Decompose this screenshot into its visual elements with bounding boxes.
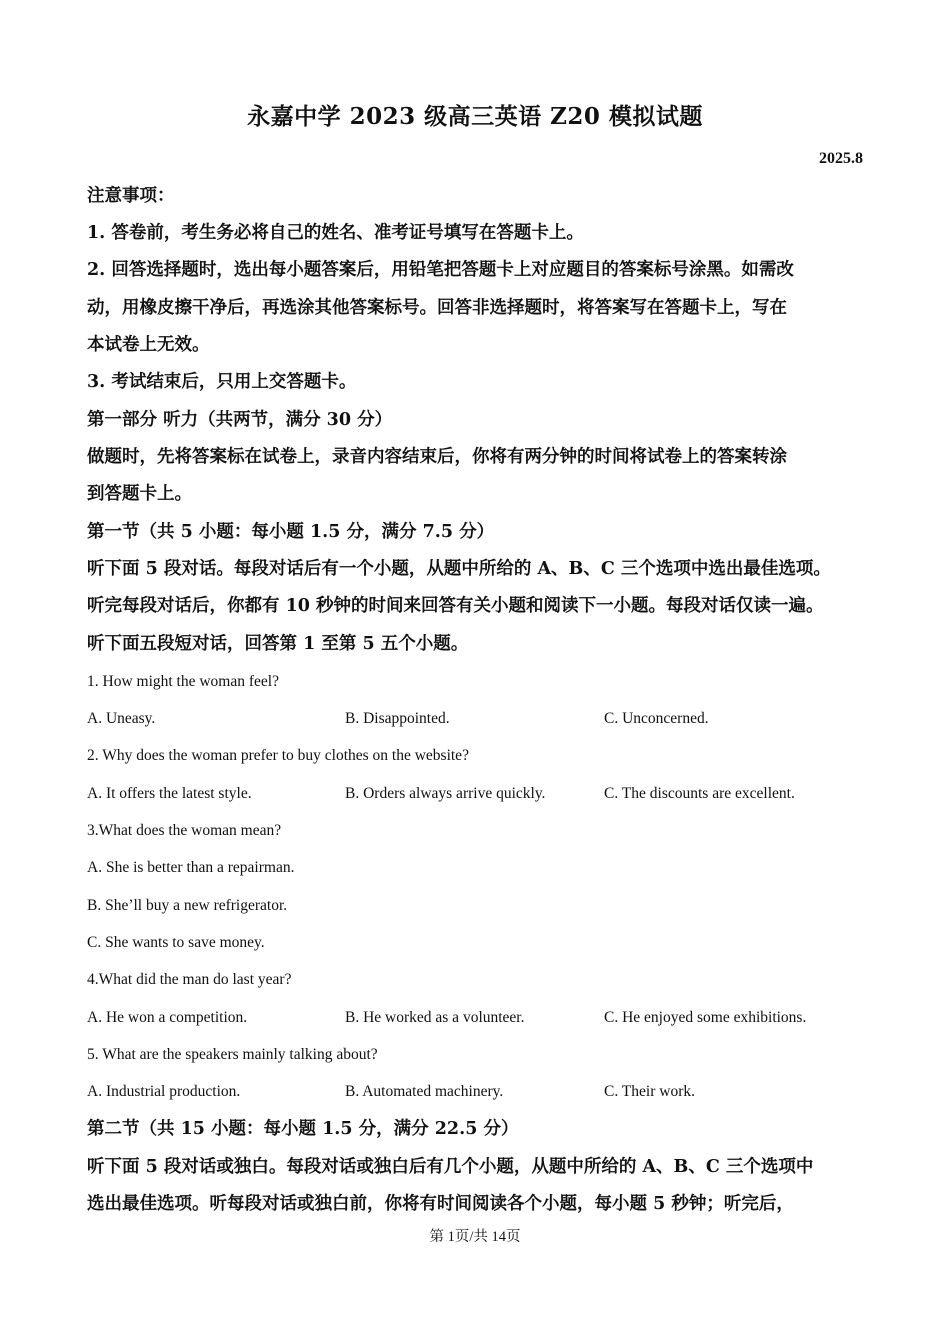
- part1-heading: 第一部分 听力（共两节，满分 30 分）: [87, 410, 393, 430]
- question-4: 4.What did the man do last year?: [87, 971, 292, 988]
- page-title: 永嘉中学 2023 级高三英语 Z20 模拟试题: [247, 103, 703, 130]
- section1-heading: 第一节（共 5 小题：每小题 1.5 分，满分 7.5 分）: [87, 522, 495, 542]
- question-2-option-b: B. Orders always arrive quickly.: [345, 785, 546, 802]
- section2-heading: 第二节（共 15 小题：每小题 1.5 分，满分 22.5 分）: [87, 1119, 519, 1139]
- section1-instruction-line-1: 听下面 5 段对话。每段对话后有一个小题，从题中所给的 A、B、C 三个选项中选出最佳选项。: [87, 559, 831, 579]
- question-2-option-a: A. It offers the latest style.: [87, 785, 252, 802]
- part1-instruction-line-1: 做题时，先将答案标在试卷上，录音内容结束后，你将有两分钟的时间将试卷上的答案转涂: [87, 447, 787, 467]
- question-3-option-c: C. She wants to save money.: [87, 934, 265, 951]
- question-1-option-a: A. Uneasy.: [87, 710, 156, 727]
- notice-item-1: 1. 答卷前，考生务必将自己的姓名、准考证号填写在答题卡上。: [87, 223, 584, 243]
- section1-instruction-line-3: 听下面五段短对话，回答第 1 至第 5 五个小题。: [87, 634, 469, 654]
- notice-heading: 注意事项：: [87, 186, 175, 206]
- section2-instruction-line-2: 选出最佳选项。听每段对话或独白前，你将有时间阅读各个小题，每小题 5 秒钟；听完后，: [87, 1194, 794, 1214]
- question-2: 2. Why does the woman prefer to buy clothes on the website?: [87, 747, 469, 764]
- exam-date: 2025.8: [819, 150, 863, 167]
- part1-instruction-line-2: 到答题卡上。: [87, 484, 192, 504]
- notice-item-2-line-1: 2. 回答选择题时，选出每小题答案后，用铅笔把答题卡上对应题目的答案标号涂黑。如需改: [87, 260, 794, 280]
- question-2-option-c: C. The discounts are excellent.: [604, 785, 795, 802]
- section1-instruction-line-2: 听完每段对话后，你都有 10 秒钟的时间来回答有关小题和阅读下一小题。每段对话仅读一遍。: [87, 596, 824, 616]
- question-5-option-a: A. Industrial production.: [87, 1083, 241, 1100]
- question-4-option-b: B. He worked as a volunteer.: [345, 1009, 525, 1026]
- section2-instruction-line-1: 听下面 5 段对话或独白。每段对话或独白后有几个小题，从题中所给的 A、B、C 三个选项中: [87, 1157, 814, 1177]
- question-4-option-a: A. He won a competition.: [87, 1009, 248, 1026]
- question-5-option-c: C. Their work.: [604, 1083, 695, 1100]
- question-1-option-b: B. Disappointed.: [345, 710, 450, 727]
- question-3-option-b: B. She’ll buy a new refrigerator.: [87, 897, 288, 914]
- question-1: 1. How might the woman feel?: [87, 673, 279, 690]
- notice-item-2-line-2: 动，用橡皮擦干净后，再选涂其他答案标号。回答非选择题时，将答案写在答题卡上，写在: [87, 298, 787, 318]
- question-1-option-c: C. Unconcerned.: [604, 710, 709, 727]
- notice-item-3: 3. 考试结束后，只用上交答题卡。: [87, 372, 357, 392]
- question-3: 3.What does the woman mean?: [87, 822, 282, 839]
- question-5: 5. What are the speakers mainly talking about?: [87, 1046, 378, 1063]
- question-5-option-b: B. Automated machinery.: [345, 1083, 504, 1100]
- question-3-option-a: A. She is better than a repairman.: [87, 859, 295, 876]
- notice-item-2-line-3: 本试卷上无效。: [87, 335, 210, 355]
- question-4-option-c: C. He enjoyed some exhibitions.: [604, 1009, 807, 1026]
- page-number-footer: 第 1页/共 14页: [429, 1229, 521, 1245]
